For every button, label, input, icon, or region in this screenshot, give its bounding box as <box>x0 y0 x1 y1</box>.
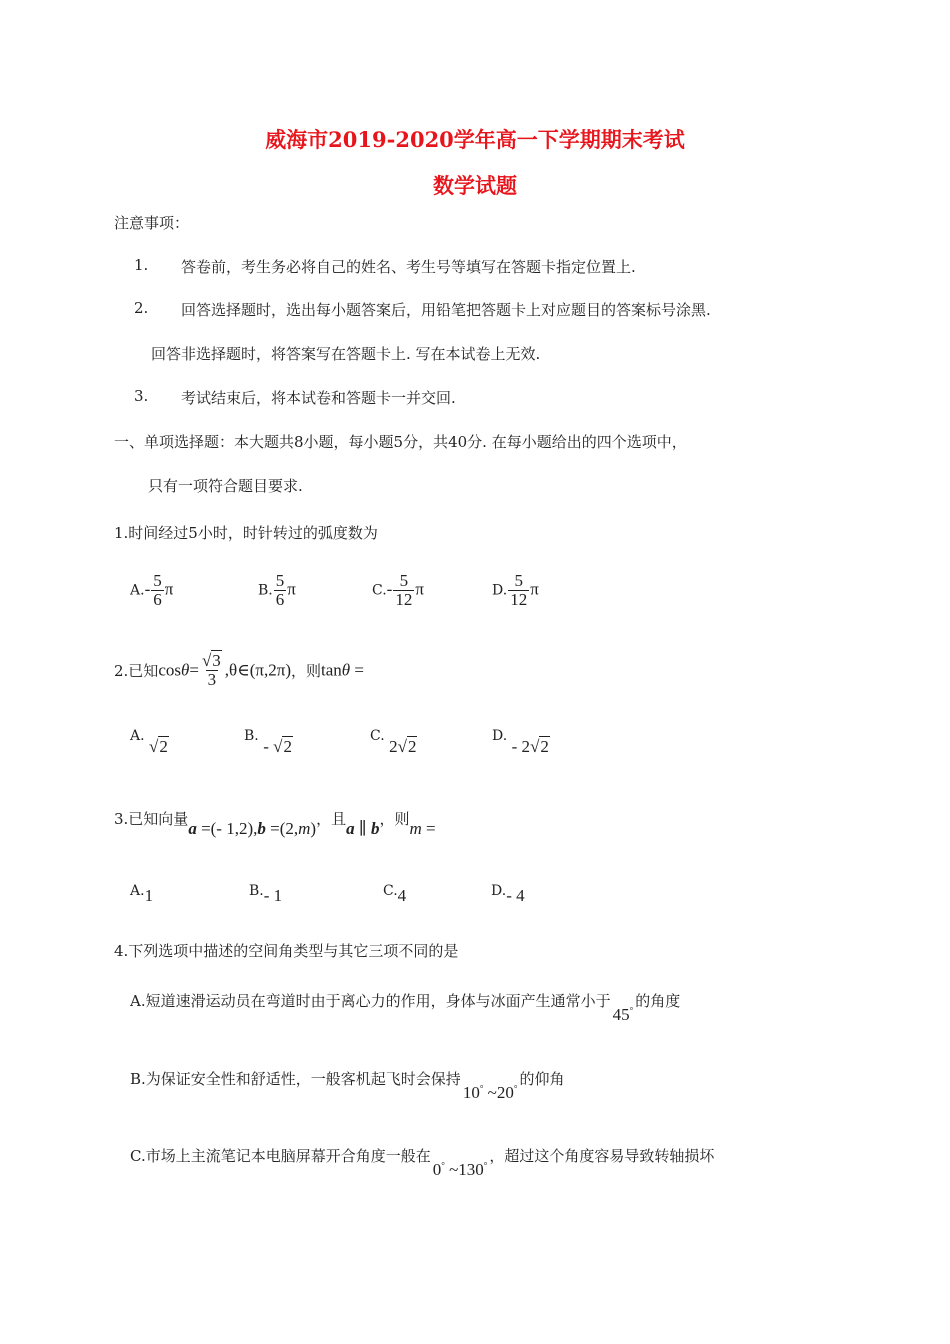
notice-item-3-num: 3. <box>134 387 149 405</box>
pi-symbol: π <box>415 579 424 599</box>
option-label: C. <box>370 728 385 744</box>
coefficient: 2 <box>389 737 398 756</box>
option-label: B. <box>258 582 273 599</box>
notice-item-2-text: 回答选择题时，选出每小题答案后，用铅笔把答题卡上对应题目的答案标号涂黑. <box>181 301 711 319</box>
sqrt-expression <box>398 737 418 757</box>
tilde-symbol: ~ <box>483 1083 497 1102</box>
option-label: B. <box>244 728 259 744</box>
stem-text: 2.已知 <box>114 661 159 680</box>
option-tail: 的角度 <box>635 992 681 1010</box>
question-4-stem: 4.下列选项中描述的空间角类型与其它三项不同的是 <box>114 942 459 960</box>
option-label: B. <box>249 883 264 899</box>
notice-item-2-cont: 回答非选择题时，将答案写在答题卡上. 写在本试卷上无效. <box>151 345 541 363</box>
stem-text: 3.已知向量 <box>114 810 189 828</box>
q4-option-c <box>130 1145 715 1179</box>
fraction-denominator: 3 <box>207 669 217 689</box>
option-text: 市场上主流笔记本电脑屏幕开合角度一般在 <box>145 1147 431 1165</box>
question-3-stem <box>114 808 436 838</box>
q2-option-c <box>370 728 417 756</box>
pi-symbol: π <box>164 579 174 599</box>
tilde-symbol: ~ <box>444 1160 459 1179</box>
page-subtitle: 数学试题 <box>433 173 517 198</box>
option-sign: - <box>386 579 393 599</box>
coefficient: - <box>263 737 269 756</box>
option-value <box>389 737 417 756</box>
cos-function: cos <box>158 660 181 680</box>
question-1-stem: 1.时间经过5小时，时针转过的弧度数为 <box>114 524 378 542</box>
option-label: C. <box>130 1147 146 1165</box>
angle-number: 20 <box>496 1083 514 1102</box>
tan-function: tan <box>321 660 342 680</box>
option-label: C. <box>372 582 387 599</box>
option-sign: - <box>144 579 151 599</box>
angle-value <box>613 1005 634 1024</box>
fraction-numerator: 5 <box>399 571 409 590</box>
fraction-numerator: 5 <box>275 571 285 590</box>
option-text: 短道速滑运动员在弯道时由于离心力的作用，身体与冰面产生通常小于 <box>145 992 611 1010</box>
option-label: A. <box>130 992 146 1010</box>
q2-option-a <box>130 728 169 756</box>
radicand: 2 <box>407 737 417 756</box>
sqrt-expression <box>149 737 169 757</box>
variable-m: m <box>298 819 311 838</box>
option-value: 1 <box>144 886 154 905</box>
q2-option-d <box>492 728 550 756</box>
sqrt-symbol: √ <box>149 737 159 756</box>
vector-b-value: =(2, <box>265 819 299 838</box>
degree-symbol: ° <box>483 1160 488 1171</box>
sqrt-expression <box>202 652 222 670</box>
angle-number: 130 <box>458 1160 484 1179</box>
option-value <box>512 737 550 756</box>
question-2-stem <box>114 652 364 689</box>
fraction-numerator: 5 <box>514 571 523 590</box>
option-label: A. <box>130 883 145 899</box>
option-label: C. <box>383 883 398 899</box>
sqrt-symbol: √ <box>201 651 212 670</box>
option-label: A. <box>130 582 145 599</box>
option-text: 为保证安全性和舒适性，一般客机起飞时会保持 <box>145 1070 461 1088</box>
notice-item-3-text: 考试结束后，将本试卷和答题卡一并交回. <box>181 389 456 407</box>
option-label: D. <box>492 582 508 599</box>
fraction-numerator <box>200 652 224 670</box>
sqrt3-over-3-fraction <box>200 652 224 689</box>
pi-symbol: π <box>530 579 539 599</box>
vector-a-value: =(- 1,2), <box>196 819 258 838</box>
fraction-denominator: 12 <box>510 589 528 609</box>
q3-option-c <box>383 880 407 905</box>
pi-symbol: π <box>287 579 296 599</box>
equals-sign: = <box>421 819 436 838</box>
degree-symbol: ° <box>629 1005 634 1016</box>
q3-option-d <box>491 880 525 905</box>
angle-range <box>433 1160 488 1179</box>
option-label: B. <box>130 1070 146 1088</box>
notice-heading: 注意事项： <box>114 214 190 232</box>
vector-a: a <box>346 819 355 838</box>
variable-m: m <box>409 819 422 838</box>
option-tail: ，超过这个角度容易导致转轴损坏 <box>489 1147 715 1165</box>
theta-interval: ,θ∈(π,2π) <box>224 660 291 680</box>
stem-text: ，则 <box>379 810 410 828</box>
notice-item-1-num: 1. <box>134 256 149 274</box>
q1-option-c <box>372 572 424 609</box>
q1-option-a <box>130 572 173 609</box>
sqrt-symbol: √ <box>397 737 407 756</box>
close-paren: ) <box>310 819 317 838</box>
option-value: - 4 <box>506 886 525 905</box>
angle-range <box>463 1083 518 1102</box>
sqrt-symbol: √ <box>530 737 540 756</box>
option-value: - 1 <box>263 886 283 905</box>
radicand: 3 <box>212 651 221 670</box>
option-value: 4 <box>397 886 407 905</box>
page-title: 威海市2019-2020学年高一下学期期末考试 <box>265 127 685 152</box>
radicand: 2 <box>159 737 168 756</box>
degree-symbol: ° <box>513 1083 518 1094</box>
theta-symbol: θ <box>180 660 190 680</box>
fraction <box>151 572 164 609</box>
section-heading-cont: 只有一项符合题目要求. <box>148 477 303 495</box>
stem-text: ，则 <box>291 661 322 680</box>
radicand: 2 <box>540 737 549 756</box>
angle-number: 45 <box>612 1005 630 1024</box>
equals-sign: = <box>189 660 199 680</box>
vector-b: b <box>257 819 266 838</box>
fraction-denominator: 6 <box>275 589 285 609</box>
q3-option-a <box>130 880 154 905</box>
angle-number: 10 <box>462 1083 480 1102</box>
vector-b: b <box>370 819 380 838</box>
angle-number: 0 <box>432 1160 442 1179</box>
section-heading: 一、单项选择题：本大题共8小题，每小题5分，共40分. 在每小题给出的四个选项中， <box>114 433 687 451</box>
option-label: D. <box>492 728 508 744</box>
degree-symbol: ° <box>441 1160 445 1171</box>
theta-symbol: θ <box>341 660 351 680</box>
q4-option-a <box>130 990 681 1024</box>
notice-item-1-text: 答卷前，考生务必将自己的姓名、考生号等填写在答题卡指定位置上. <box>181 258 636 276</box>
parallel-symbol: ∥ <box>354 819 371 838</box>
q4-option-b <box>130 1068 565 1102</box>
option-value <box>149 737 169 756</box>
q3-option-b <box>249 880 283 905</box>
fraction-denominator: 6 <box>153 589 162 609</box>
option-label: A. <box>130 728 145 744</box>
fraction <box>393 572 414 609</box>
q1-option-d <box>492 572 539 609</box>
fraction <box>508 572 529 609</box>
option-value <box>263 737 293 756</box>
radicand: 2 <box>283 737 292 756</box>
vector-a: a <box>188 819 197 838</box>
equals-sign: = <box>350 660 364 680</box>
q1-option-b <box>258 572 296 609</box>
stem-text: ，且 <box>316 810 347 828</box>
coefficient: - 2 <box>511 737 531 756</box>
fraction-numerator: 5 <box>153 571 162 590</box>
option-label: D. <box>491 883 507 899</box>
sqrt-expression <box>273 737 293 757</box>
fraction-denominator: 12 <box>395 589 413 609</box>
sqrt-symbol: √ <box>273 737 283 756</box>
q2-option-b <box>244 728 293 756</box>
sqrt-expression <box>530 737 550 757</box>
fraction <box>274 572 287 609</box>
degree-symbol: ° <box>479 1083 484 1094</box>
notice-item-2-num: 2. <box>134 299 149 317</box>
option-tail: 的仰角 <box>519 1070 565 1088</box>
